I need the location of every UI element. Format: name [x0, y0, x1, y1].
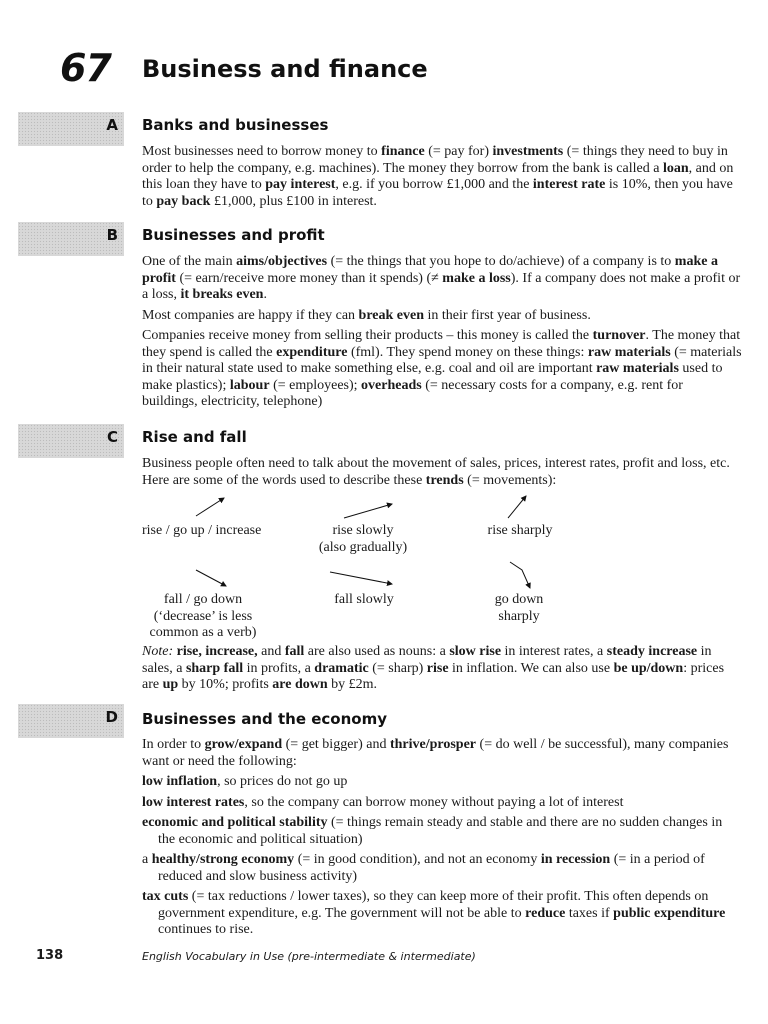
- list-item: low interest rates, so the company can borrow money without paying a lot of interest: [142, 794, 624, 810]
- section-b-text: One of the main aims/objectives (= the things that you hope to do/achieve) of a company is to make a profit (= earn/receive more money than it spends) (≠ make a loss). If a company does not make a profit or a loss, it breaks even. Most companies are happy if they can break even in their first year of business. Companies receive money from selling their products – this money is called the turnover. The money that they spend is called the expenditure (fml). They spend money on these things: raw materials (= materials in their natural state used to make something else, e.g. coal and oil are important raw materials used to make plastics); labour (= employees); overheads (= necessary costs for a company, e.g. rent for buildings, electricity, telephone): [142, 254, 742, 409]
- rise-slowly-arrow: [344, 504, 392, 518]
- section-b-letter: B: [106, 226, 118, 244]
- list-item: economic and political stability (= things remain steady and stable and there are no sudden changes in the economic and political situation): [142, 815, 723, 847]
- list-item: tax cuts (= tax reductions / lower taxes), so they can keep more of their profit. This often depends on government expenditure, e.g. The government will not be able to reduce taxes if public expenditure continues to rise.: [142, 889, 726, 937]
- unit-number: 67: [60, 46, 111, 90]
- section-d-letter: D: [105, 708, 118, 726]
- page-number: 138: [36, 948, 64, 963]
- section-a-tab: [18, 112, 124, 146]
- page-title: Business and finance: [142, 55, 428, 83]
- section-a-letter: A: [106, 116, 118, 134]
- go-down-sharply-arrow: [510, 562, 530, 588]
- trend-rise-label: rise / go up / increase: [142, 523, 262, 538]
- section-a-heading: Banks and businesses: [142, 116, 329, 134]
- book-title: English Vocabulary in Use (pre-intermediate & intermediate): [142, 950, 476, 963]
- section-c-intro: Business people often need to talk about the movement of sales, prices, interest rates, profit and loss, etc. Here are some of the words used to describe these trends (= movements):: [142, 456, 730, 488]
- section-d-heading: Businesses and the economy: [142, 710, 387, 728]
- section-b-tab: [18, 222, 124, 256]
- list-item: a healthy/strong economy (= in good condition), and not an economy in recession (= in a period of reduced and slow business activity): [142, 852, 705, 884]
- fall-arrow: [196, 570, 226, 586]
- fall-slowly-arrow: [330, 572, 392, 584]
- trend-fall-label: fall / go down (‘decrease’ is less common as a verb): [149, 592, 257, 640]
- list-item: low inflation, so prices do not go up: [142, 774, 348, 789]
- section-c-heading: Rise and fall: [142, 428, 247, 446]
- section-c-tab: [18, 424, 124, 458]
- rise-arrow: [196, 498, 224, 516]
- section-d-tab: [18, 704, 124, 738]
- trend-fall-slowly-label: fall slowly: [334, 592, 394, 607]
- trend-rise-slowly-label: rise slowly (also gradually): [318, 523, 408, 555]
- section-d-list: [142, 774, 742, 939]
- section-c-letter: C: [106, 428, 118, 446]
- trend-go-down-sharply-label: go down sharply: [494, 592, 544, 624]
- trend-rise-sharply-label: rise sharply: [487, 523, 553, 538]
- section-d-text: [142, 737, 742, 943]
- section-c-note: Note: rise, increase, and fall are also used as nouns: a slow rise in interest rates, a steady increase in sales, a sharp fall in profits, a dramatic (= sharp) rise in inflation. We can also use be up/down: prices are up by 10%; profits are down by £2m.: [142, 644, 725, 692]
- section-b-heading: Businesses and profit: [142, 226, 325, 244]
- section-a-text: Most businesses need to borrow money to finance (= pay for) investments (= things they need to buy in order to help the company, e.g. machines). The money they borrow from the bank is called a loan, and on this loan they have to pay interest, e.g. if you borrow £1,000 and the interest rate is 10%, then you have to pay back £1,000, plus £100 in interest.: [142, 144, 734, 209]
- section-d-intro: In order to grow/expand (= get bigger) and thrive/prosper (= do well / be successful), many companies want or need the following:: [142, 737, 729, 769]
- rise-sharply-arrow: [508, 496, 526, 518]
